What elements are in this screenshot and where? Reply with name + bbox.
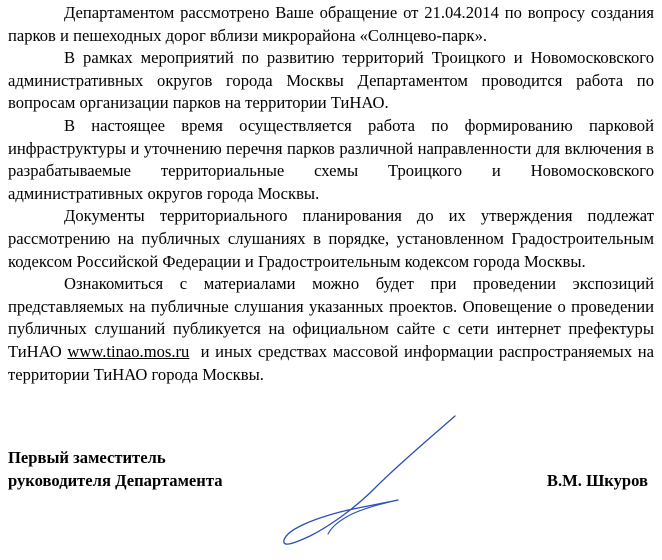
letter-body — [8, 2, 659, 386]
prefecture-website-link[interactable]: www.tinao.mos.ru — [67, 341, 190, 361]
paragraph-1: Департаментом рассмотрено Ваше обращение от 21.04.2014 по вопросу создания парков и пешеходных дорог вблизи микрорайона «Солнцево-парк». — [8, 3, 654, 45]
paragraph-4: Документы территориального планирования до их утверждения подлежат рассмотрению на публичных слушаниях в порядке, установленном Градостроительным кодексом Российской Федерации и Градостроительным кодексом города Москвы. — [8, 206, 654, 271]
signatory-position-line1: Первый заместитель — [8, 448, 166, 467]
paragraph-5 — [8, 273, 659, 386]
paragraph-5-text-start: Ознакомиться с материалами можно будет при проведении экспозиций представляемых на публичные слушания указанных проектов. Оповещение о проведении публичных слушаний публикуется на официальном сайте с сети интернет префектуры ТиНАО — [8, 274, 654, 361]
paragraph-2: В рамках мероприятий по развитию территорий Троицкого и Новомосковского административных округов города Москвы Департаментом проводится работа по вопросам организации парков на территории ТиНАО. — [8, 48, 654, 113]
signatory-position-line2: руководителя Департамента — [8, 471, 223, 490]
paragraph-3: В настоящее время осуществляется работа по формированию парковой инфраструктуры и уточнению перечня парков различной направленности для включения в разрабатываемые территориальные схемы Троицкого и Новомосковского административных округов города Москвы. — [8, 115, 654, 203]
signatory-position — [8, 446, 223, 492]
signature-stroke-main — [284, 416, 455, 544]
handwritten-signature — [270, 408, 490, 560]
signatory-name: В.М. Шкуров — [546, 471, 648, 490]
signature-stroke-hook — [328, 500, 398, 534]
paragraph-5-text-end: и иных средствах массовой информации распространяемых на территории ТиНАО города Москвы. — [8, 341, 659, 384]
